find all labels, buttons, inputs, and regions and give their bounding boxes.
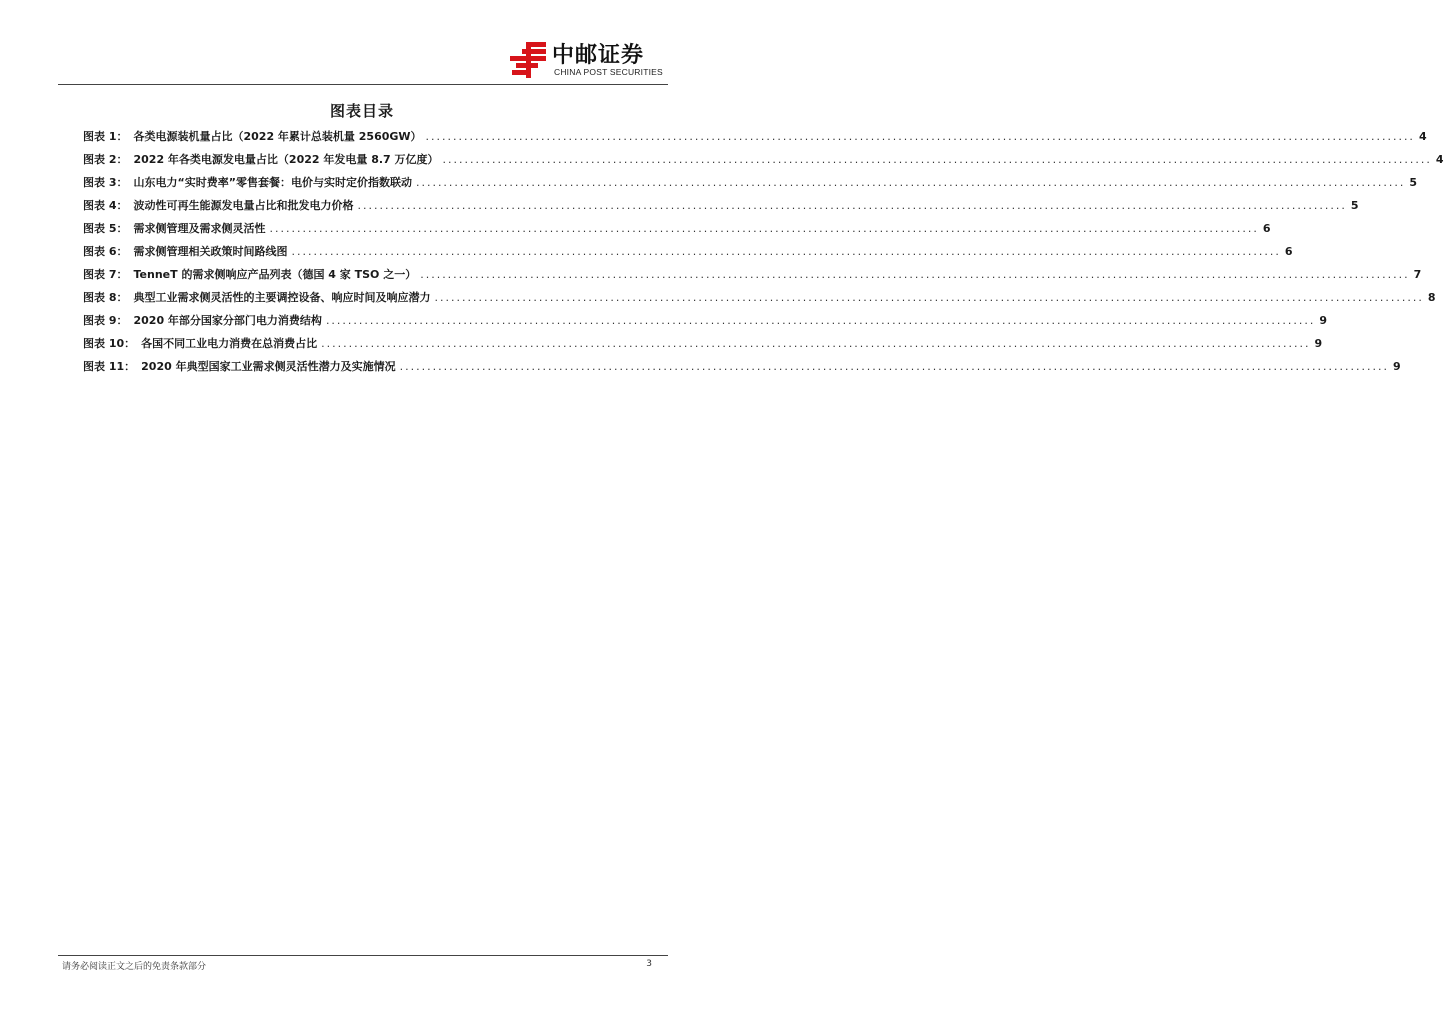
leader-dots — [443, 153, 1432, 166]
figure-page: 5 — [1409, 176, 1417, 189]
table-of-figures — [83, 128, 1444, 381]
figure-label: 图表 7： — [83, 268, 128, 281]
figure-title: 山东电力“实时费率”零售套餐：电价与实时定价指数联动 — [133, 176, 412, 189]
figure-label: 图表 8： — [83, 291, 128, 304]
figure-title: 典型工业需求侧灵活性的主要调控设备、响应时间及响应潜力 — [133, 291, 431, 304]
figure-label: 图表 11： — [83, 360, 136, 373]
footer-disclaimer: 请务必阅读正文之后的免责条款部分 — [62, 962, 207, 972]
figure-label: 图表 1： — [83, 130, 128, 143]
toc-entry[interactable] — [83, 174, 1417, 197]
toc-entry[interactable] — [83, 128, 1427, 151]
toc-entry[interactable] — [83, 151, 1444, 174]
leader-dots — [426, 130, 1415, 143]
figure-page: 9 — [1314, 337, 1323, 350]
leader-dots — [416, 176, 1405, 189]
logo-chinese-name: 中邮证券 — [552, 43, 645, 68]
page-number: 3 — [646, 959, 652, 969]
toc-entry[interactable] — [83, 335, 1323, 358]
figure-title: 各国不同工业电力消费在总消费占比 — [141, 337, 318, 350]
figure-label: 图表 3： — [83, 176, 128, 189]
toc-entry[interactable] — [83, 243, 1293, 266]
figure-title: 各类电源装机量占比（2022 年累计总装机量 2560GW） — [133, 130, 422, 143]
toc-entry[interactable] — [83, 197, 1359, 220]
toc-title: 图表目录 — [329, 102, 394, 120]
leader-dots — [321, 337, 1310, 350]
toc-entry[interactable] — [83, 358, 1401, 381]
figure-title: 需求侧管理相关政策时间路线图 — [133, 245, 288, 258]
leader-dots — [420, 268, 1409, 281]
figure-page: 8 — [1427, 291, 1436, 304]
china-post-logo-icon — [508, 40, 550, 80]
figure-title: 2020 年典型国家工业需求侧灵活性潜力及实施情况 — [141, 360, 396, 373]
figure-page: 9 — [1392, 360, 1401, 373]
footer-divider — [58, 955, 668, 956]
company-logo — [508, 40, 668, 82]
figure-page: 4 — [1418, 130, 1427, 143]
figure-label: 图表 5： — [83, 222, 128, 235]
figure-page: 6 — [1284, 245, 1293, 258]
figure-label: 图表 10： — [83, 337, 136, 350]
figure-title: TenneT 的需求侧响应产品列表（德国 4 家 TSO 之一） — [133, 268, 417, 281]
toc-entry[interactable] — [83, 312, 1327, 335]
toc-entry[interactable] — [83, 289, 1436, 312]
leader-dots — [326, 314, 1315, 327]
figure-page: 7 — [1413, 268, 1422, 281]
leader-dots — [400, 360, 1389, 373]
figure-page: 6 — [1262, 222, 1271, 235]
logo-english-name: CHINA POST SECURITIES — [554, 67, 663, 77]
leader-dots — [357, 199, 1346, 212]
leader-dots — [291, 245, 1280, 258]
figure-title: 需求侧管理及需求侧灵活性 — [133, 222, 266, 235]
figure-label: 图表 6： — [83, 245, 128, 258]
figure-page: 4 — [1435, 153, 1444, 166]
leader-dots — [269, 222, 1258, 235]
toc-entry[interactable] — [83, 220, 1271, 243]
figure-title: 2022 年各类电源发电量占比（2022 年发电量 8.7 万亿度） — [133, 153, 439, 166]
figure-title: 波动性可再生能源发电量占比和批发电力价格 — [133, 199, 354, 212]
leader-dots — [434, 291, 1423, 304]
header-divider — [58, 84, 668, 85]
page-header — [0, 0, 724, 86]
figure-label: 图表 4： — [83, 199, 128, 212]
toc-entry[interactable] — [83, 266, 1422, 289]
figure-title: 2020 年部分国家分部门电力消费结构 — [133, 314, 322, 327]
figure-label: 图表 9： — [83, 314, 128, 327]
figure-page: 9 — [1319, 314, 1327, 327]
figure-page: 5 — [1350, 199, 1359, 212]
figure-label: 图表 2： — [83, 153, 128, 166]
